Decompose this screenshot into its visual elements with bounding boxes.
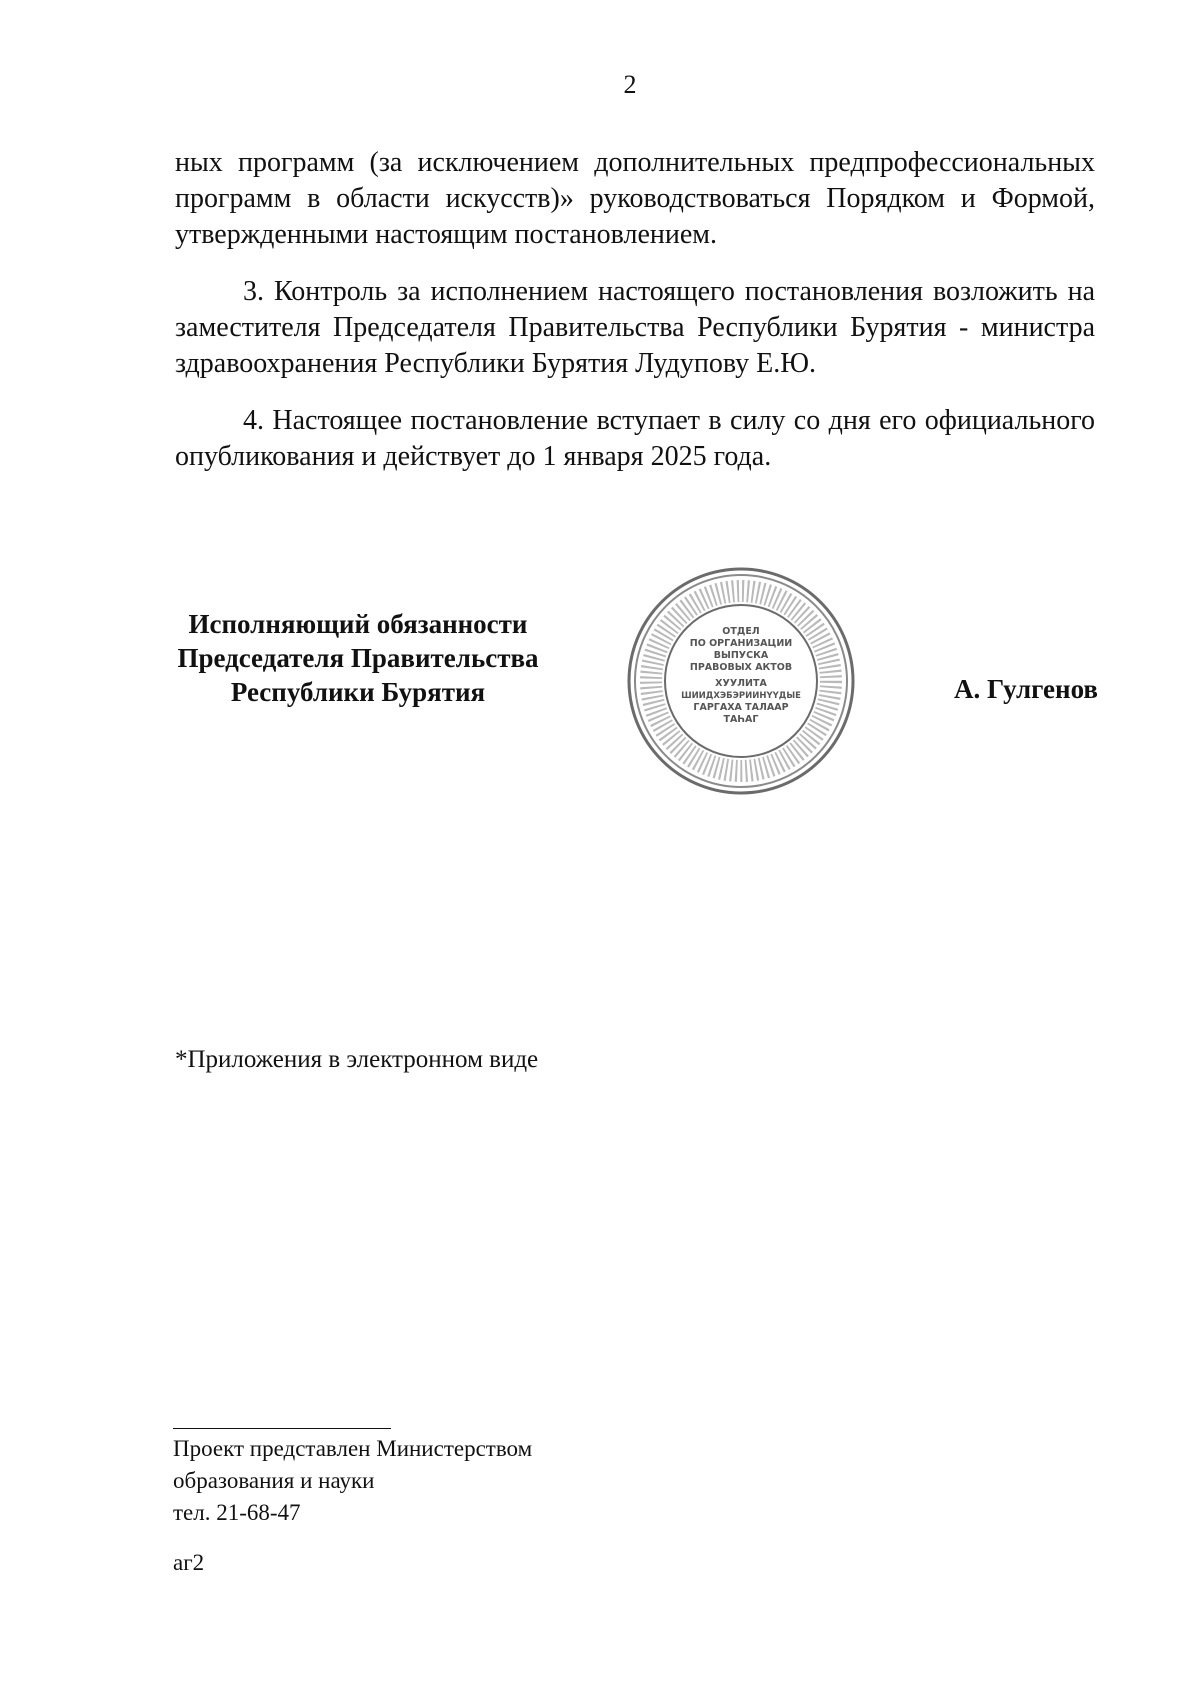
footnote <box>173 1433 532 1529</box>
signatory-title-line: Республики Бурятия <box>230 677 486 707</box>
attachments-note: *Приложения в электронном виде <box>175 1046 539 1073</box>
seal-line: ВЫПУСКА <box>713 650 769 661</box>
official-seal <box>626 566 856 796</box>
seal-line: ПО ОРГАНИЗАЦИИ <box>689 638 793 649</box>
signatory-name: А. Гулгенов <box>954 674 1098 704</box>
footnote-line: образования и науки <box>173 1468 375 1493</box>
seal-line: ОТДЕЛ <box>722 626 760 637</box>
seal-line: ПРАВОВЫХ АКТОВ <box>689 662 793 673</box>
signatory-title <box>148 607 568 709</box>
footnote-divider <box>173 1428 391 1429</box>
paragraph-item-3: 3. Контроль за исполнением настоящего постановления возложить на заместителя Председателя Правительства Республики Бурятия - министра здравоохранения Республики Бурятия Лудупову Е.Ю. <box>175 276 1095 379</box>
signatory-title-line: Исполняющий обязанности <box>188 609 528 639</box>
paragraph-item-4: 4. Настоящее постановление вступает в силу со дня его официального опубликования и действует до 1 января 2025 года. <box>175 405 1095 472</box>
paragraph-continuation: ных программ (за исключением дополнительных предпрофессиональных программ в области искусств)» руководствоваться Порядком и Формой, утвержденными настоящим постановлением. <box>175 147 1095 250</box>
seal-line: ГАРГАХА ТАЛААР <box>693 702 789 713</box>
seal-line: ХУУЛИТА <box>715 678 767 689</box>
seal-line: ШИИДХЭБЭРИИНҮҮДЫЕ <box>681 691 801 701</box>
page-number: 2 <box>623 70 637 99</box>
signatory-title-line: Председателя Правительства <box>177 643 539 673</box>
seal-line: ТАҺАГ <box>723 714 759 725</box>
footnote-line: Проект представлен Министерством <box>173 1436 533 1461</box>
document-code: аг2 <box>173 1550 205 1575</box>
footnote-line: тел. 21-68-47 <box>173 1500 301 1525</box>
